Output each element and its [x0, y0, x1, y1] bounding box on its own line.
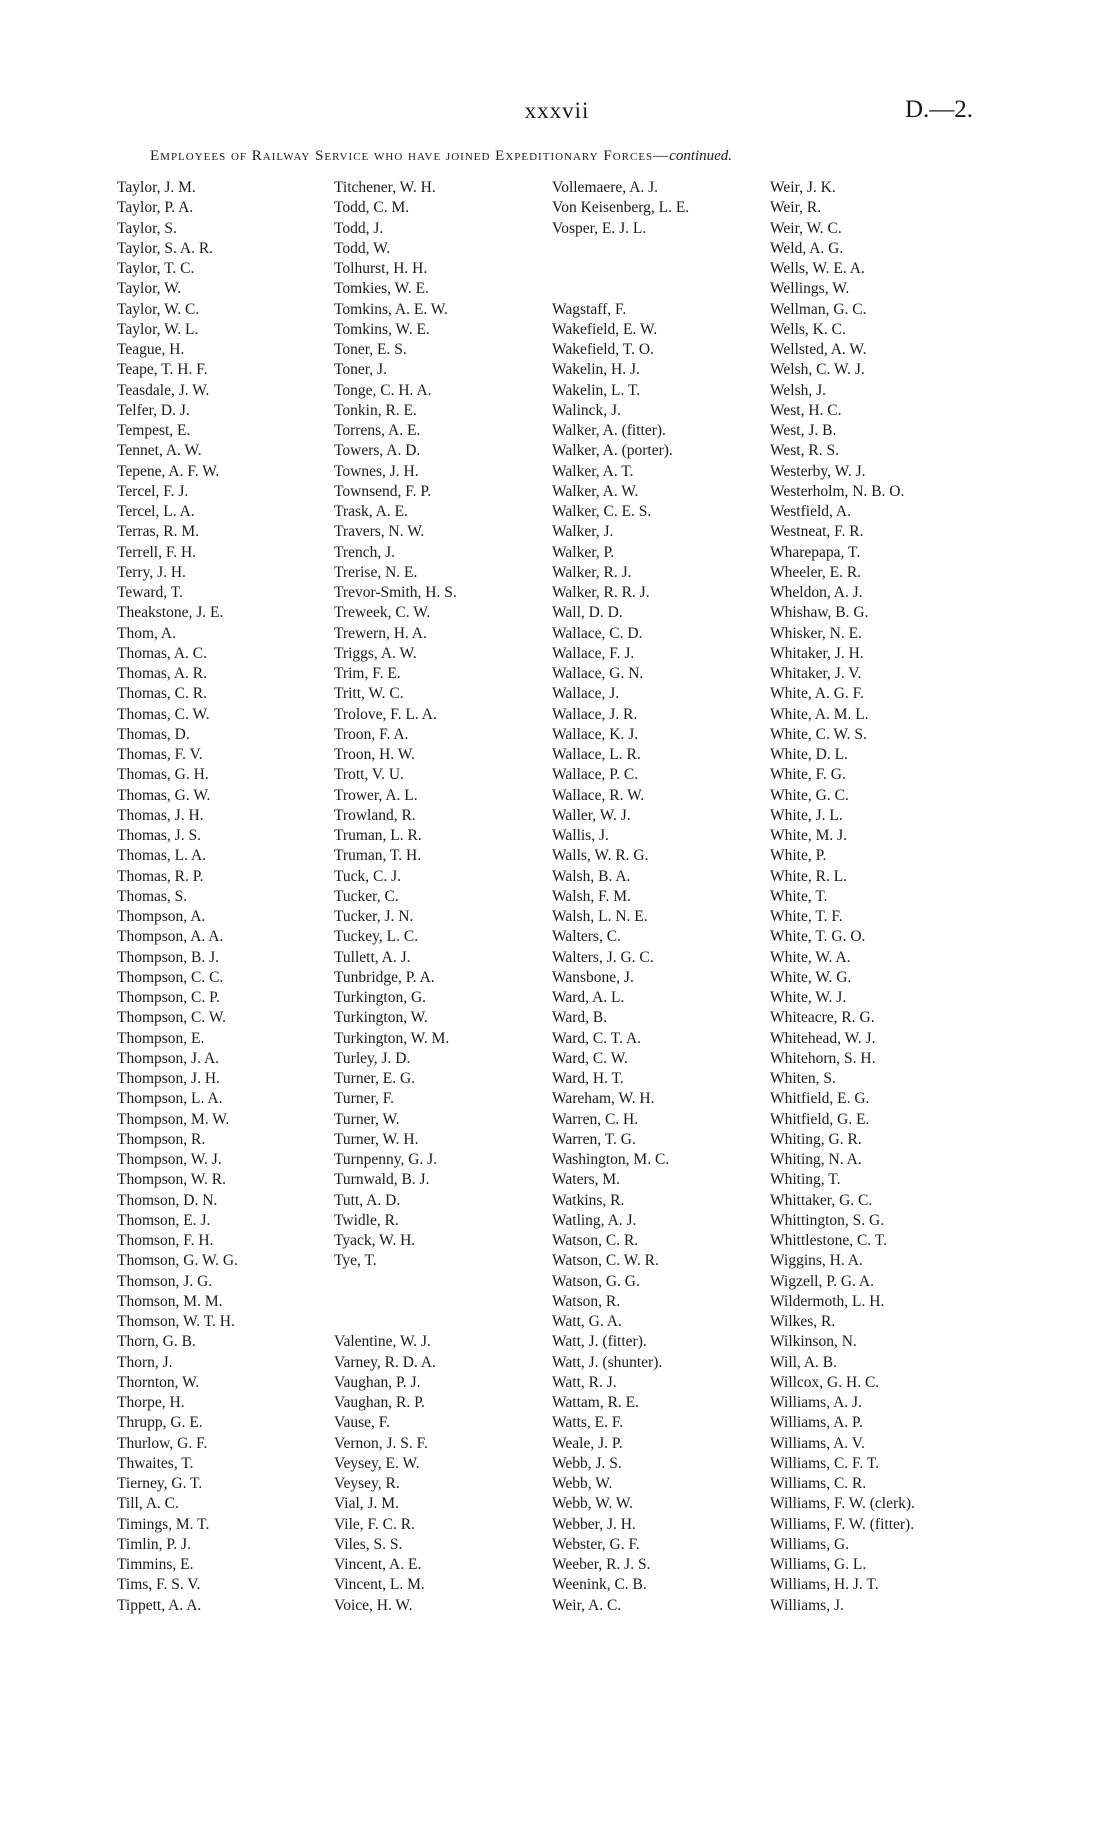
- list-item: Toner, J.: [334, 361, 387, 379]
- list-item: Tomkies, W. E.: [334, 280, 429, 298]
- list-item: Tippett, A. A.: [117, 1596, 202, 1614]
- list-item: Tomkins, W. E.: [334, 320, 430, 338]
- list-item: Thomas, R. P.: [117, 867, 204, 885]
- list-item: Walters, J. G. C.: [552, 948, 654, 966]
- list-item: Tierney, G. T.: [117, 1475, 203, 1492]
- list-item: Taylor, P. A.: [117, 199, 194, 217]
- list-item: White, M. J.: [770, 827, 848, 844]
- list-item: Waller, W. J.: [552, 806, 631, 824]
- list-item: Tutt, A. D.: [334, 1191, 401, 1209]
- list-item: Thomas, J. S.: [117, 827, 201, 844]
- list-item: Walinck, J.: [552, 401, 621, 419]
- list-item: Vile, F. C. R.: [334, 1515, 415, 1533]
- list-item: Thompson, C. W.: [117, 1009, 226, 1027]
- list-item: Thomas, J. H.: [117, 806, 204, 824]
- list-item: Trevor-Smith, H. S.: [334, 584, 457, 601]
- page-number: xxxvii: [524, 98, 590, 123]
- list-item: Todd, J.: [334, 219, 384, 237]
- list-item: White, A. M. L.: [770, 705, 869, 723]
- list-item: Thorn, G. B.: [117, 1333, 196, 1351]
- list-item: White, T.: [770, 887, 828, 905]
- list-item: Williams, F. W. (clerk).: [770, 1495, 915, 1513]
- list-item: Webber, J. H.: [552, 1515, 636, 1533]
- list-item: Webb, W.: [552, 1475, 613, 1492]
- list-item: Trask, A. E.: [334, 503, 408, 520]
- list-item: Whiting, T.: [770, 1171, 841, 1189]
- list-item: Thurlow, G. F.: [117, 1434, 208, 1452]
- list-item: Thompson, A. A.: [117, 928, 224, 946]
- list-item: Walker, C. E. S.: [552, 503, 652, 520]
- list-item: Turner, W.: [334, 1110, 400, 1128]
- list-item: Willcox, G. H. C.: [770, 1373, 880, 1391]
- list-item: Von Keisenberg, L. E.: [552, 199, 690, 217]
- list-item: Wareham, W. H.: [552, 1090, 655, 1108]
- list-item: Walker, R. R. J.: [552, 584, 650, 601]
- list-item: Travers, N. W.: [334, 523, 425, 541]
- list-item: Waters, M.: [552, 1171, 621, 1189]
- list-item: Towers, A. D.: [334, 442, 421, 460]
- list-item: Whishaw, B. G.: [770, 604, 869, 622]
- list-item: Webb, W. W.: [552, 1495, 633, 1513]
- list-item: Thomas, D.: [117, 725, 190, 743]
- list-item: Varney, R. D. A.: [334, 1353, 436, 1371]
- list-item: White, W. G.: [770, 968, 852, 986]
- list-item: West, J. B.: [770, 422, 837, 439]
- list-item: Troon, F. A.: [334, 725, 409, 743]
- list-item: Thomson, J. G.: [117, 1272, 213, 1290]
- list-item: Treweek, C. W.: [334, 604, 431, 622]
- list-item: Thomas, F. V.: [117, 746, 203, 763]
- list-item: Thomson, W. T. H.: [117, 1313, 235, 1330]
- list-item: Thomson, M. M.: [117, 1292, 223, 1310]
- list-item: Watt, J. (fitter).: [552, 1333, 647, 1351]
- list-item: Todd, W.: [334, 239, 391, 257]
- list-item: White, D. L.: [770, 746, 848, 763]
- list-item: Wilkes, R.: [770, 1313, 836, 1330]
- list-item: Wellings, W.: [770, 280, 850, 298]
- list-item: Walker, R. J.: [552, 563, 632, 581]
- list-item: Thomas, C. R.: [117, 685, 207, 703]
- list-item: Thompson, A.: [117, 908, 206, 925]
- list-item: Thomas, C. W.: [117, 705, 210, 723]
- list-item: Westneat, F. R.: [770, 523, 864, 541]
- list-item: Tomkins, A. E. W.: [334, 300, 448, 318]
- list-item: White, R. L.: [770, 867, 848, 885]
- name-column-1: [117, 178, 332, 1616]
- list-item: Whitaker, J. V.: [770, 665, 862, 682]
- list-item: Whiting, N. A.: [770, 1151, 862, 1168]
- list-item: Wigzell, P. G. A.: [770, 1272, 874, 1290]
- list-item: Tritt, W. C.: [334, 685, 404, 703]
- list-item: Williams, F. W. (fitter).: [770, 1515, 915, 1533]
- list-item: Watling, A. J.: [552, 1211, 637, 1229]
- list-item: West, H. C.: [770, 401, 842, 419]
- list-item: Timlin, P. J.: [117, 1535, 191, 1553]
- list-item: Weale, J. P.: [552, 1434, 623, 1452]
- heading-title: Employees of Railway Service who have joined Expeditionary Forces—: [150, 148, 670, 164]
- list-item: Williams, C. R.: [770, 1475, 867, 1492]
- list-item: Westfield, A.: [770, 503, 851, 520]
- list-item: Walsh, F. M.: [552, 887, 631, 905]
- list-item: Tye, T.: [334, 1252, 377, 1270]
- list-item: Wallace, L. R.: [552, 746, 641, 763]
- list-item: Weld, A. G.: [770, 239, 844, 257]
- list-item: Tims, F. S. V.: [117, 1576, 201, 1594]
- list-item: Thompson, J. H.: [117, 1070, 220, 1087]
- list-item: Ward, H. T.: [552, 1070, 624, 1087]
- list-item: Weir, R.: [770, 199, 822, 217]
- list-item: Thompson, W. R.: [117, 1171, 226, 1189]
- list-item: Welsh, C. W. J.: [770, 361, 865, 379]
- list-item: Thomas, A. R.: [117, 665, 207, 682]
- list-item: Taylor, W. C.: [117, 300, 200, 318]
- heading-continued: continued.: [669, 148, 733, 164]
- list-item: Twidle, R.: [334, 1211, 399, 1229]
- list-item: Whisker, N. E.: [770, 624, 862, 642]
- list-item: Trewern, H. A.: [334, 624, 427, 642]
- list-item: Wells, W. E. A.: [770, 260, 865, 277]
- list-item: Whitehorn, S. H.: [770, 1049, 876, 1067]
- list-item: Telfer, D. J.: [117, 401, 190, 419]
- list-item: Walker, A. T.: [552, 462, 634, 480]
- list-item: Vincent, L. M.: [334, 1576, 425, 1594]
- list-item: Whiting, G. R.: [770, 1130, 862, 1148]
- list-item: Toner, E. S.: [334, 341, 407, 358]
- list-item: Torrens, A. E.: [334, 422, 421, 439]
- list-item: Teasdale, J. W.: [117, 381, 210, 399]
- list-item: Vollemaere, A. J.: [552, 179, 659, 196]
- list-item: Teague, H.: [117, 341, 185, 358]
- list-item: Ward, B.: [552, 1009, 608, 1027]
- list-item: Tucker, J. N.: [334, 908, 414, 925]
- list-item: Westerholm, N. B. O.: [770, 482, 905, 500]
- list-item: Trench, J.: [334, 543, 396, 561]
- list-item: Watt, R. J.: [552, 1373, 617, 1391]
- list-item: Warren, T. G.: [552, 1130, 636, 1148]
- list-item: Thompson, W. J.: [117, 1151, 222, 1168]
- list-item: Welsh, J.: [770, 381, 827, 399]
- list-item: Trerise, N. E.: [334, 563, 418, 581]
- list-gap: [334, 1312, 549, 1332]
- list-item: Theakstone, J. E.: [117, 604, 224, 622]
- name-column-3: [552, 178, 767, 1616]
- list-item: Terrell, F. H.: [117, 543, 197, 561]
- list-item: Thwaites, T.: [117, 1454, 194, 1472]
- list-item: Watson, C. R.: [552, 1232, 639, 1249]
- list-item: Watson, C. W. R.: [552, 1252, 659, 1270]
- list-item: Thompson, B. J.: [117, 948, 220, 966]
- list-item: Tempest, E.: [117, 422, 191, 439]
- list-item: Thompson, L. A.: [117, 1090, 223, 1108]
- list-item: Williams, H. J. T.: [770, 1576, 879, 1594]
- list-item: Wallace, P. C.: [552, 766, 639, 784]
- list-item: Williams, A. P.: [770, 1414, 863, 1432]
- list-item: Wansbone, J.: [552, 968, 634, 986]
- list-item: West, R. S.: [770, 442, 839, 460]
- list-item: Thrupp, G. E.: [117, 1414, 203, 1432]
- list-item: Watkins, R.: [552, 1191, 625, 1209]
- list-item: Taylor, W. L.: [117, 320, 199, 338]
- list-item: White, P.: [770, 847, 827, 865]
- list-item: Vause, F.: [334, 1414, 391, 1432]
- list-item: Trolove, F. L. A.: [334, 705, 437, 723]
- list-item: White, T. F.: [770, 908, 843, 925]
- list-item: Wallace, J. R.: [552, 705, 638, 723]
- list-item: Teape, T. H. F.: [117, 361, 208, 379]
- list-item: Whitfield, E. G.: [770, 1090, 870, 1108]
- list-item: Todd, C. M.: [334, 199, 410, 217]
- list-item: Turley, J. D.: [334, 1049, 411, 1067]
- list-item: Walker, P.: [552, 543, 615, 561]
- list-item: Whiteacre, R. G.: [770, 1009, 875, 1027]
- list-item: Tercel, F. J.: [117, 482, 189, 500]
- list-item: Watson, G. G.: [552, 1272, 640, 1290]
- list-item: Thompson, E.: [117, 1029, 205, 1047]
- list-item: Wakelin, L. T.: [552, 381, 641, 399]
- list-item: Watt, J. (shunter).: [552, 1353, 663, 1371]
- list-item: Tercel, L. A.: [117, 503, 195, 520]
- list-item: Tuckey, L. C.: [334, 928, 419, 946]
- list-item: Wheldon, A. J.: [770, 584, 863, 601]
- list-item: Townsend, F. P.: [334, 482, 432, 500]
- list-item: Whitfield, G. E.: [770, 1110, 870, 1128]
- list-item: Ward, A. L.: [552, 989, 625, 1006]
- list-item: Will, A. B.: [770, 1353, 837, 1371]
- list-item: Thomas, A. C.: [117, 644, 207, 662]
- list-item: Wildermoth, L. H.: [770, 1292, 885, 1310]
- list-item: White, G. C.: [770, 786, 849, 804]
- list-item: Turner, E. G.: [334, 1070, 416, 1087]
- list-item: Wagstaff, F.: [552, 300, 627, 318]
- list-item: Trott, V. U.: [334, 766, 404, 784]
- list-item: Thorn, J.: [117, 1353, 173, 1371]
- list-item: Vaughan, P. J.: [334, 1373, 421, 1391]
- list-item: Wallace, G. N.: [552, 665, 644, 682]
- list-item: Whittaker, G. C.: [770, 1191, 873, 1209]
- list-item: Vincent, A. E.: [334, 1556, 422, 1573]
- list-item: Tolhurst, H. H.: [334, 260, 428, 277]
- list-item: Taylor, S.: [117, 219, 177, 237]
- list-item: Walker, A. (porter).: [552, 442, 673, 460]
- list-item: Truman, L. R.: [334, 827, 422, 844]
- list-item: Wall, D. D.: [552, 604, 623, 622]
- list-item: Timmins, E.: [117, 1556, 194, 1573]
- list-item: Thomson, D. N.: [117, 1191, 218, 1209]
- list-item: Thornton, W.: [117, 1373, 200, 1391]
- list-item: Thomson, G. W. G.: [117, 1252, 238, 1270]
- list-item: Thomas, S.: [117, 887, 188, 905]
- list-item: Walker, A. W.: [552, 482, 639, 500]
- list-item: Washington, M. C.: [552, 1151, 670, 1168]
- list-item: Terras, R. M.: [117, 523, 199, 541]
- list-item: Wallace, K. J.: [552, 725, 639, 743]
- list-item: Thomson, E. J.: [117, 1211, 211, 1229]
- list-gap: [334, 1272, 549, 1292]
- list-item: Thompson, C. P.: [117, 989, 220, 1006]
- list-item: Vosper, E. J. L.: [552, 219, 647, 237]
- list-item: Tepene, A. F. W.: [117, 462, 220, 480]
- list-item: Turnpenny, G. J.: [334, 1151, 438, 1168]
- list-item: Wells, K. C.: [770, 320, 846, 338]
- list-item: Wallace, C. D.: [552, 624, 643, 642]
- list-item: Turnwald, B. J.: [334, 1171, 430, 1189]
- list-item: Taylor, T. C.: [117, 260, 195, 277]
- list-item: Westerby, W. J.: [770, 462, 866, 480]
- list-item: Till, A. C.: [117, 1495, 179, 1513]
- list-item: Weir, A. C.: [552, 1596, 622, 1614]
- list-item: Weir, W. C.: [770, 219, 842, 237]
- list-item: Valentine, W. J.: [334, 1333, 431, 1351]
- list-item: Trower, A. L.: [334, 786, 418, 804]
- list-item: Walker, J.: [552, 523, 614, 541]
- list-gap: [552, 239, 767, 259]
- list-item: Whittington, S. G.: [770, 1211, 885, 1229]
- list-item: Vernon, J. S. F.: [334, 1434, 428, 1452]
- list-item: Wilkinson, N.: [770, 1333, 857, 1351]
- list-item: Taylor, S. A. R.: [117, 239, 214, 257]
- list-item: Wheeler, E. R.: [770, 563, 862, 581]
- list-item: White, W. J.: [770, 989, 847, 1006]
- list-item: Turkington, G.: [334, 989, 427, 1006]
- list-item: Wakefield, E. W.: [552, 320, 658, 338]
- list-item: Thomas, L. A.: [117, 847, 207, 865]
- list-item: Weir, J. K.: [770, 179, 836, 196]
- list-item: Walsh, B. A.: [552, 867, 631, 885]
- list-item: White, F. G.: [770, 766, 846, 784]
- list-item: Thompson, R.: [117, 1130, 206, 1148]
- list-item: White, C. W. S.: [770, 725, 867, 743]
- list-item: Whitehead, W. J.: [770, 1029, 876, 1047]
- list-item: Turner, F.: [334, 1090, 395, 1108]
- list-item: Tucker, C.: [334, 887, 399, 905]
- list-item: Taylor, W.: [117, 280, 182, 298]
- list-item: Vaughan, R. P.: [334, 1394, 425, 1411]
- list-item: Veysey, E. W.: [334, 1454, 420, 1472]
- list-item: Thomson, F. H.: [117, 1232, 214, 1249]
- list-item: Webb, J. S.: [552, 1454, 622, 1472]
- list-item: Wakelin, H. J.: [552, 361, 640, 379]
- list-item: Tullett, A. J.: [334, 948, 411, 966]
- list-item: Trim, F. E.: [334, 665, 401, 682]
- list-item: Williams, J.: [770, 1596, 844, 1614]
- document-reference: D.—2.: [905, 96, 974, 123]
- list-item: Tunbridge, P. A.: [334, 968, 435, 986]
- list-item: Vial, J. M.: [334, 1495, 399, 1513]
- list-item: White, T. G. O.: [770, 928, 866, 946]
- list-item: Whittlestone, C. T.: [770, 1232, 887, 1249]
- list-item: Thompson, C. C.: [117, 968, 224, 986]
- list-item: Walters, C.: [552, 928, 621, 946]
- list-item: Ward, C. T. A.: [552, 1029, 642, 1047]
- list-item: Viles, S. S.: [334, 1535, 403, 1553]
- list-item: Williams, G.: [770, 1535, 850, 1553]
- list-gap: [552, 279, 767, 299]
- name-column-4: [770, 178, 985, 1616]
- list-item: Watt, G. A.: [552, 1313, 622, 1330]
- list-item: Tonkin, R. E.: [334, 401, 417, 419]
- list-item: Whitaker, J. H.: [770, 644, 864, 662]
- list-item: Titchener, W. H.: [334, 179, 436, 196]
- list-item: Warren, C. H.: [552, 1110, 639, 1128]
- list-item: Thom, A.: [117, 624, 176, 642]
- list-item: Thomas, G. W.: [117, 786, 211, 804]
- list-item: Walker, A. (fitter).: [552, 422, 666, 439]
- list-item: Turkington, W. M.: [334, 1029, 450, 1047]
- list-item: Wharepapa, T.: [770, 543, 861, 561]
- list-item: Turner, W. H.: [334, 1130, 419, 1148]
- list-item: Weeber, R. J. S.: [552, 1556, 651, 1573]
- list-item: Williams, A. V.: [770, 1434, 865, 1452]
- list-item: Wallace, R. W.: [552, 786, 645, 804]
- list-item: Tyack, W. H.: [334, 1232, 416, 1249]
- list-item: White, W. A.: [770, 948, 851, 966]
- list-item: Thompson, M. W.: [117, 1110, 230, 1128]
- list-item: Thompson, J. A.: [117, 1049, 220, 1067]
- list-item: Timings, M. T.: [117, 1515, 210, 1533]
- name-column-2: [334, 178, 549, 1616]
- list-item: Williams, G. L.: [770, 1556, 867, 1573]
- list-item: Ward, C. W.: [552, 1049, 628, 1067]
- list-item: Wellman, G. C.: [770, 300, 867, 318]
- list-item: Taylor, J. M.: [117, 179, 196, 196]
- list-item: Truman, T. H.: [334, 847, 422, 865]
- list-item: Trowland, R.: [334, 806, 416, 824]
- list-item: Wallis, J.: [552, 827, 609, 844]
- list-item: Teward, T.: [117, 584, 183, 601]
- list-item: Townes, J. H.: [334, 462, 419, 480]
- list-item: Williams, C. F. T.: [770, 1454, 880, 1472]
- section-heading: [150, 148, 970, 165]
- list-gap: [552, 259, 767, 279]
- list-item: Thomas, G. H.: [117, 766, 209, 784]
- list-item: Wallace, J.: [552, 685, 620, 703]
- list-item: Wattam, R. E.: [552, 1394, 639, 1411]
- list-gap: [334, 1292, 549, 1312]
- list-item: Triggs, A. W.: [334, 644, 417, 662]
- list-item: Voice, H. W.: [334, 1596, 413, 1614]
- list-item: White, A. G. F.: [770, 685, 864, 703]
- list-item: Wakefield, T. O.: [552, 341, 654, 358]
- list-item: Tuck, C. J.: [334, 867, 402, 885]
- list-item: Williams, A. J.: [770, 1394, 862, 1411]
- list-item: Walsh, L. N. E.: [552, 908, 648, 925]
- list-item: Veysey, R.: [334, 1475, 400, 1492]
- list-item: White, J. L.: [770, 806, 843, 824]
- list-item: Terry, J. H.: [117, 563, 186, 581]
- list-item: Watts, E. F.: [552, 1414, 624, 1432]
- list-item: Wallace, F. J.: [552, 644, 635, 662]
- list-item: Tonge, C. H. A.: [334, 381, 432, 399]
- list-item: Troon, H. W.: [334, 746, 415, 763]
- list-item: Turkington, W.: [334, 1009, 428, 1027]
- list-item: Wellsted, A. W.: [770, 341, 867, 358]
- list-item: Webster, G. F.: [552, 1535, 640, 1553]
- list-item: Thorpe, H.: [117, 1394, 185, 1411]
- list-item: Whiten, S.: [770, 1070, 836, 1087]
- list-item: Weenink, C. B.: [552, 1576, 647, 1594]
- list-item: Walls, W. R. G.: [552, 847, 649, 865]
- list-item: Tennet, A. W.: [117, 442, 202, 460]
- list-item: Watson, R.: [552, 1292, 621, 1310]
- list-item: Wiggins, H. A.: [770, 1252, 863, 1270]
